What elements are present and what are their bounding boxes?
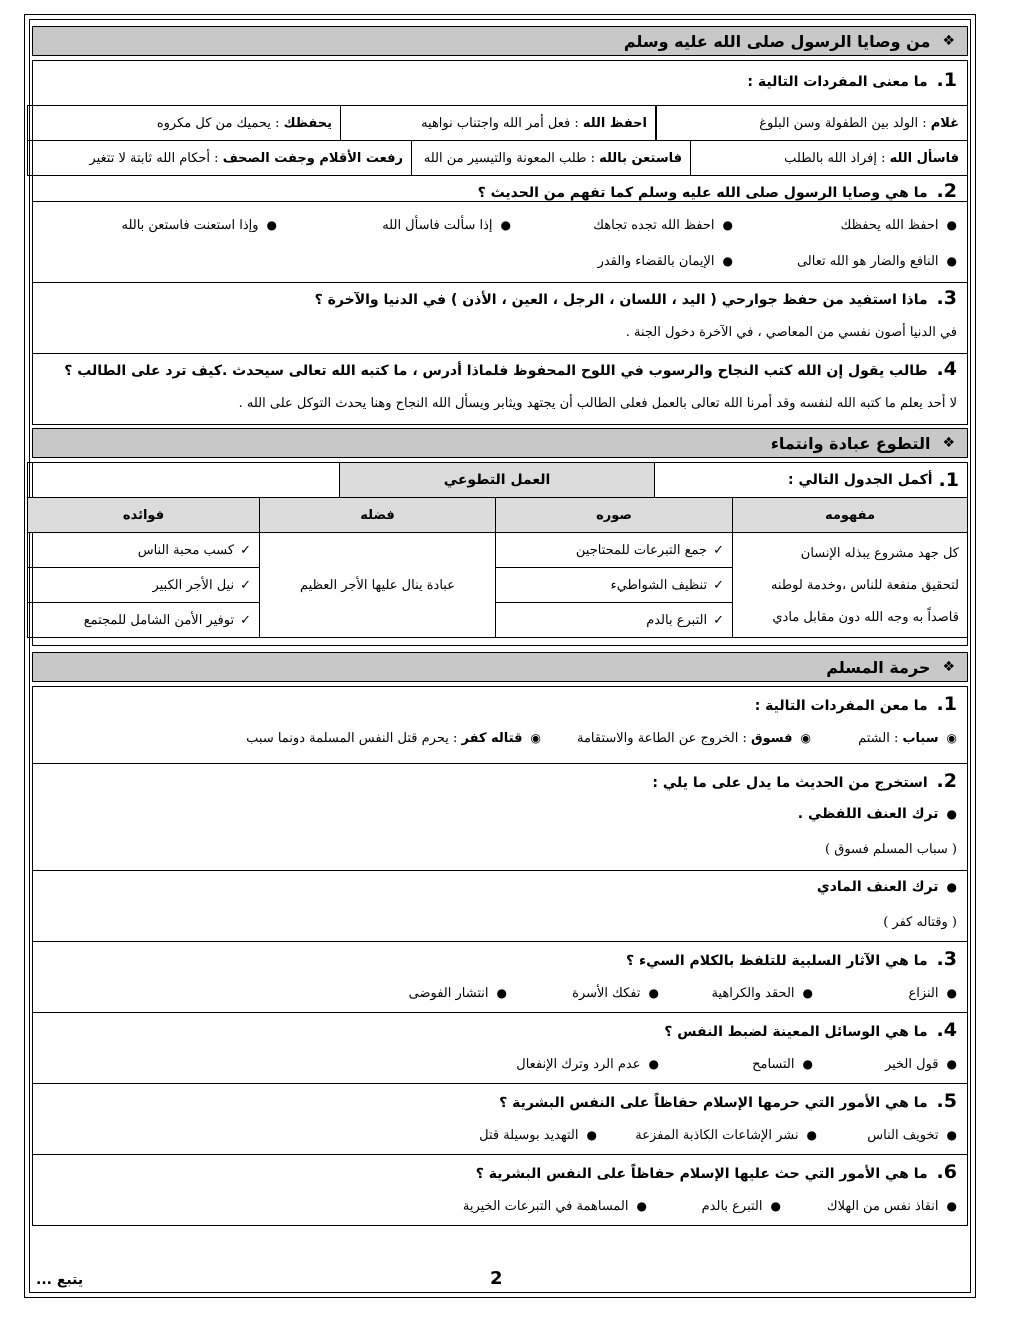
question-block-prohibited [32,1083,968,1155]
question-block-self-control [32,1012,968,1084]
list-item: ●التهديد بوسيلة قتل [479,1128,597,1143]
list-item: ●قول الخير [884,1057,957,1072]
question-heading: 5. ما هي الأمور التي حرمها الإسلام حفاظاً على النفس البشرية ؟ [499,1090,957,1112]
table-header: فضله [259,497,496,533]
question-block-vocab-2 [32,686,968,764]
benefit-cell: ✓ كسب محبة الناس [27,532,260,568]
virtue-cell: عبادة ينال عليها الأجر العظيم [259,532,496,638]
checkmark-icon: ✓ [240,612,251,628]
question-block-advice [32,175,968,283]
table-header: مفهومه [732,497,968,533]
checkmark-icon: ✓ [713,577,724,593]
sub-question: ●ترك العنف المادي [816,879,957,895]
table-header: صوره [495,497,733,533]
checkmark-icon: ✓ [240,542,251,558]
form-cell: ✓ تنظيف الشواطيء [495,567,733,603]
list-item: ●إذا سألت فاسأل الله [382,218,511,233]
vocab-cell: احفظ الله : فعل أمر الله واجتناب نواهيه [340,105,656,141]
vocab-cell: فاسأل الله : إفراد الله بالطلب [690,140,968,176]
question-heading: 4. طالب يقول إن الله كتب النجاح والرسوب في اللوح المحفوظ فلماذا أدرس ، ما كتبه الله تعالى سيحدث .كيف ترد على الطالب ؟ [64,358,957,380]
question-heading: 1. أكمل الجدول التالي : [654,462,968,498]
answer-row [43,1199,957,1221]
list-item: ●عدم الرد وترك الإنفعال [516,1057,659,1072]
question-block-negative-effects [32,941,968,1013]
worksheet-page [24,14,976,1298]
question-heading: 1. ما معن المفردات التالية : [754,693,957,715]
list-item: ●تفكك الأسرة [572,986,659,1001]
vocab-item: ◉سباب : الشتم [858,731,957,746]
volunteer-table-block [32,462,968,646]
section-title: التطوع عبادة وانتماء [770,433,931,453]
vocab-cell: غلام : الولد بين الطفولة وسن البلوغ [656,105,968,141]
page-number: 2 [490,1268,503,1289]
checkmark-icon: ✓ [713,612,724,628]
concept-line: لتحقيق منفعة للناس ،وخدمة لوطنه [770,577,959,593]
section-header-muslim-sanctity [32,652,968,682]
answer-row [43,1128,957,1150]
diamond-star-icon: ❖ [942,33,955,49]
checkmark-icon: ✓ [713,542,724,558]
question-heading: 2. ما هي وصايا الرسول صلى الله عليه وسلم كما تفهم من الحديث ؟ [477,180,957,202]
vocab-item: ◉فسوق : الخروج عن الطاعة والاستقامة [576,731,811,746]
question-heading: 3. ماذا استفيد من حفظ جوارحي ( اليد ، اللسان ، الرجل ، العين ، الأذن ) في الدنيا والآخرة ؟ [314,287,957,309]
answer-row [43,731,957,753]
vocab-cell: رفعت الأقلام وجفت الصحف : أحكام الله ثابتة لا تتغير [27,140,412,176]
continued-label: يتبع ... [36,1272,84,1288]
question-block-limbs [32,282,968,354]
answer-text: ( سباب المسلم فسوق ) [825,842,957,857]
list-item: ●الإيمان بالقضاء والقدر [597,254,733,269]
list-item: ●انقاذ نفس من الهلاك [826,1199,957,1214]
list-item: ●المساهمة في التبرعات الخيرية [462,1199,647,1214]
answer-text: ( وقتاله كفر ) [883,915,957,930]
question-heading: 3. ما هي الآثار السلبية للتلفظ بالكلام السيء ؟ [626,948,957,970]
worksheet-frame [29,19,971,1293]
question-block-extract [32,763,968,871]
table-title: العمل التطوعي [339,462,655,498]
answer-row [43,254,957,276]
form-cell: ✓ التبرع بالدم [495,602,733,638]
list-item: ●النافع والضار هو الله تعالى [796,254,957,269]
form-cell: ✓ جمع التبرعات للمحتاجين [495,532,733,568]
question-heading: 1. ما معنى المفردات التالية : [747,69,957,91]
answer-text: في الدنيا أصون نفسي من المعاصي ، في الآخرة دخول الجنة . [625,325,957,340]
list-item: ●احفظ الله يحفظك [840,218,957,233]
section-title: من وصايا الرسول صلى الله عليه وسلم [623,31,931,51]
table-header: فوائده [27,497,260,533]
answer-row [43,986,957,1008]
question-block-extract-b [32,870,968,942]
question-block-destiny [32,353,968,425]
sub-question: ●ترك العنف اللفظي . [797,806,957,822]
empty-cell [27,462,340,498]
list-item: ●وإذا استعنت فاستعن بالله [121,218,277,233]
list-item: ●التبرع بالدم [701,1199,781,1214]
question-block-encouraged [32,1154,968,1226]
vocab-cell: يحفظك : يحميك من كل مكروه [27,105,341,141]
question-heading: 6. ما هي الأمور التي حث عليها الإسلام حفاظاً على النفس البشرية ؟ [475,1161,957,1183]
diamond-star-icon: ❖ [942,435,955,451]
question-heading: 4. ما هي الوسائل المعينة لضبط النفس ؟ [664,1019,957,1041]
list-item: ●الحقد والكراهية [711,986,813,1001]
concept-line: كل جهد مشروع يبذله الإنسان [800,545,959,561]
benefit-cell: ✓ نيل الأجر الكبير [27,567,260,603]
answer-row [43,218,957,240]
section-header-prophet-advice [32,26,968,56]
question-heading: 2. استخرج من الحديث ما يدل على ما يلي : [652,770,957,792]
list-item: ●تخويف الناس [867,1128,957,1143]
list-item: ●نشر الإشاعات الكاذبة المفزعة [635,1128,817,1143]
checkmark-icon: ✓ [240,577,251,593]
vocab-cell: فاستعن بالله : طلب المعونة والتيسير من الله [411,140,691,176]
diamond-star-icon: ❖ [942,659,955,675]
list-item: ●النزاع [908,986,957,1001]
answer-text: لا أحد يعلم ما كتبه الله لنفسه وقد أمرنا الله تعالى بالعمل فعلى الطالب أن يجتهد ويثابر ويسأل الله النجاح وهنا يحدث التوكل على الله . [238,396,957,411]
section-header-volunteering [32,428,968,458]
concept-line: قاصداً به وجه الله دون مقابل مادي [772,609,959,625]
list-item: ●التسامح [752,1057,813,1072]
concept-cell [732,532,968,638]
answer-row [43,1057,957,1079]
section-title: حرمة المسلم [826,657,931,677]
benefit-cell: ✓ توفير الأمن الشامل للمجتمع [27,602,260,638]
list-item: ●احفظ الله تجده تجاهك [593,218,733,233]
vocab-item: ◉قتاله كفر : يحرم قتل النفس المسلمة دونما سبب [246,731,541,746]
list-item: ●انتشار الفوضى [408,986,507,1001]
